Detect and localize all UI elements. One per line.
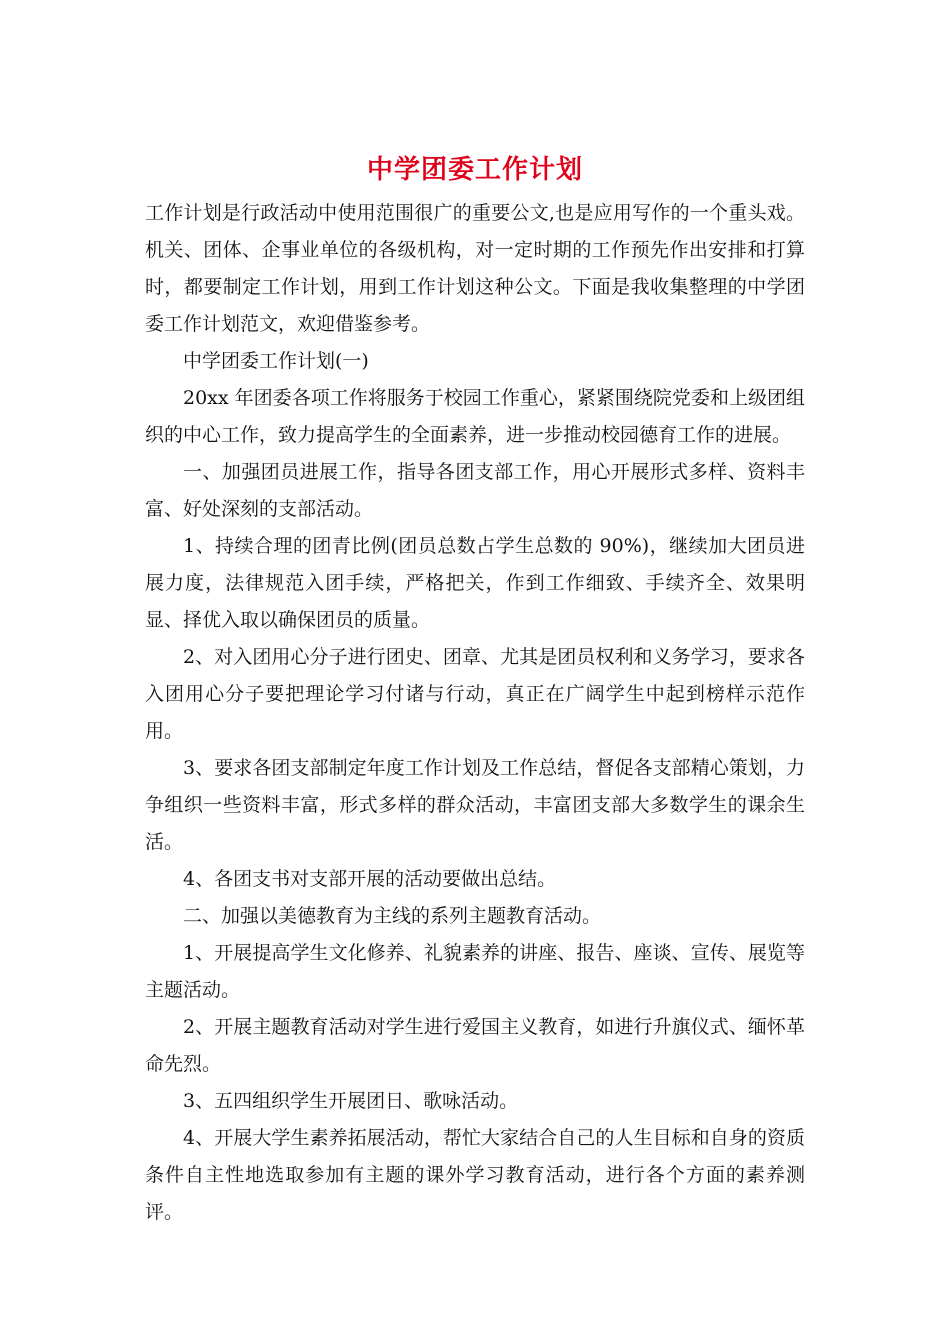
paragraph-subitem-2-3: 3、五四组织学生开展团日、歌咏活动。 bbox=[183, 1090, 519, 1112]
paragraph-subitem-2-4: 4、开展大学生素养拓展活动，帮忙大家结合自己的人生目标和自身的资质条件自主性地选取参加有主题的课外学习教育活动，进行各个方面的素养测评。 bbox=[145, 1127, 805, 1223]
paragraph-overview: 20xx 年团委各项工作将服务于校园工作重心，紧紧围绕院党委和上级团组织的中心工作，致力提高学生的全面素养，进一步推动校园德育工作的进展。 bbox=[145, 387, 805, 446]
paragraph-subitem-2-1: 1、开展提高学生文化修养、礼貌素养的讲座、报告、座谈、宣传、展览等主题活动。 bbox=[145, 942, 805, 1001]
paragraph-subitem-1: 1、持续合理的团青比例(团员总数占学生总数的 90%)，继续加大团员进展力度，法律规范入团手续，严格把关，作到工作细致、手续齐全、效果明显、择优入取以确保团员的质量。 bbox=[145, 535, 805, 631]
paragraph-item-two: 二、加强以美德教育为主线的系列主题教育活动。 bbox=[183, 905, 602, 927]
document-title: 中学团委工作计划 bbox=[366, 155, 583, 185]
document-body bbox=[145, 195, 805, 1231]
paragraph-subitem-2-2: 2、开展主题教育活动对学生进行爱国主义教育，如进行升旗仪式、缅怀革命先烈。 bbox=[145, 1016, 805, 1075]
section-heading-plan-one: 中学团委工作计划(一) bbox=[183, 350, 369, 372]
paragraph-subitem-4: 4、各团支书对支部开展的活动要做出总结。 bbox=[183, 868, 557, 890]
paragraph-item-one: 一、加强团员进展工作，指导各团支部工作，用心开展形式多样、资料丰富、好处深刻的支部活动。 bbox=[145, 461, 805, 520]
paragraph-subitem-2: 2、对入团用心分子进行团史、团章、尤其是团员权利和义务学习，要求各入团用心分子要把理论学习付诸与行动，真正在广阔学生中起到榜样示范作用。 bbox=[145, 646, 805, 742]
paragraph-subitem-3: 3、要求各团支部制定年度工作计划及工作总结，督促各支部精心策划，力争组织一些资料丰富，形式多样的群众活动，丰富团支部大多数学生的课余生活。 bbox=[145, 757, 805, 853]
intro-paragraph: 工作计划是行政活动中使用范围很广的重要公文,也是应用写作的一个重头戏。机关、团体、企事业单位的各级机构，对一定时期的工作预先作出安排和打算时，都要制定工作计划，用到工作计划这种公文。下面是我收集整理的中学团委工作计划范文，欢迎借鉴参考。 bbox=[145, 202, 805, 335]
